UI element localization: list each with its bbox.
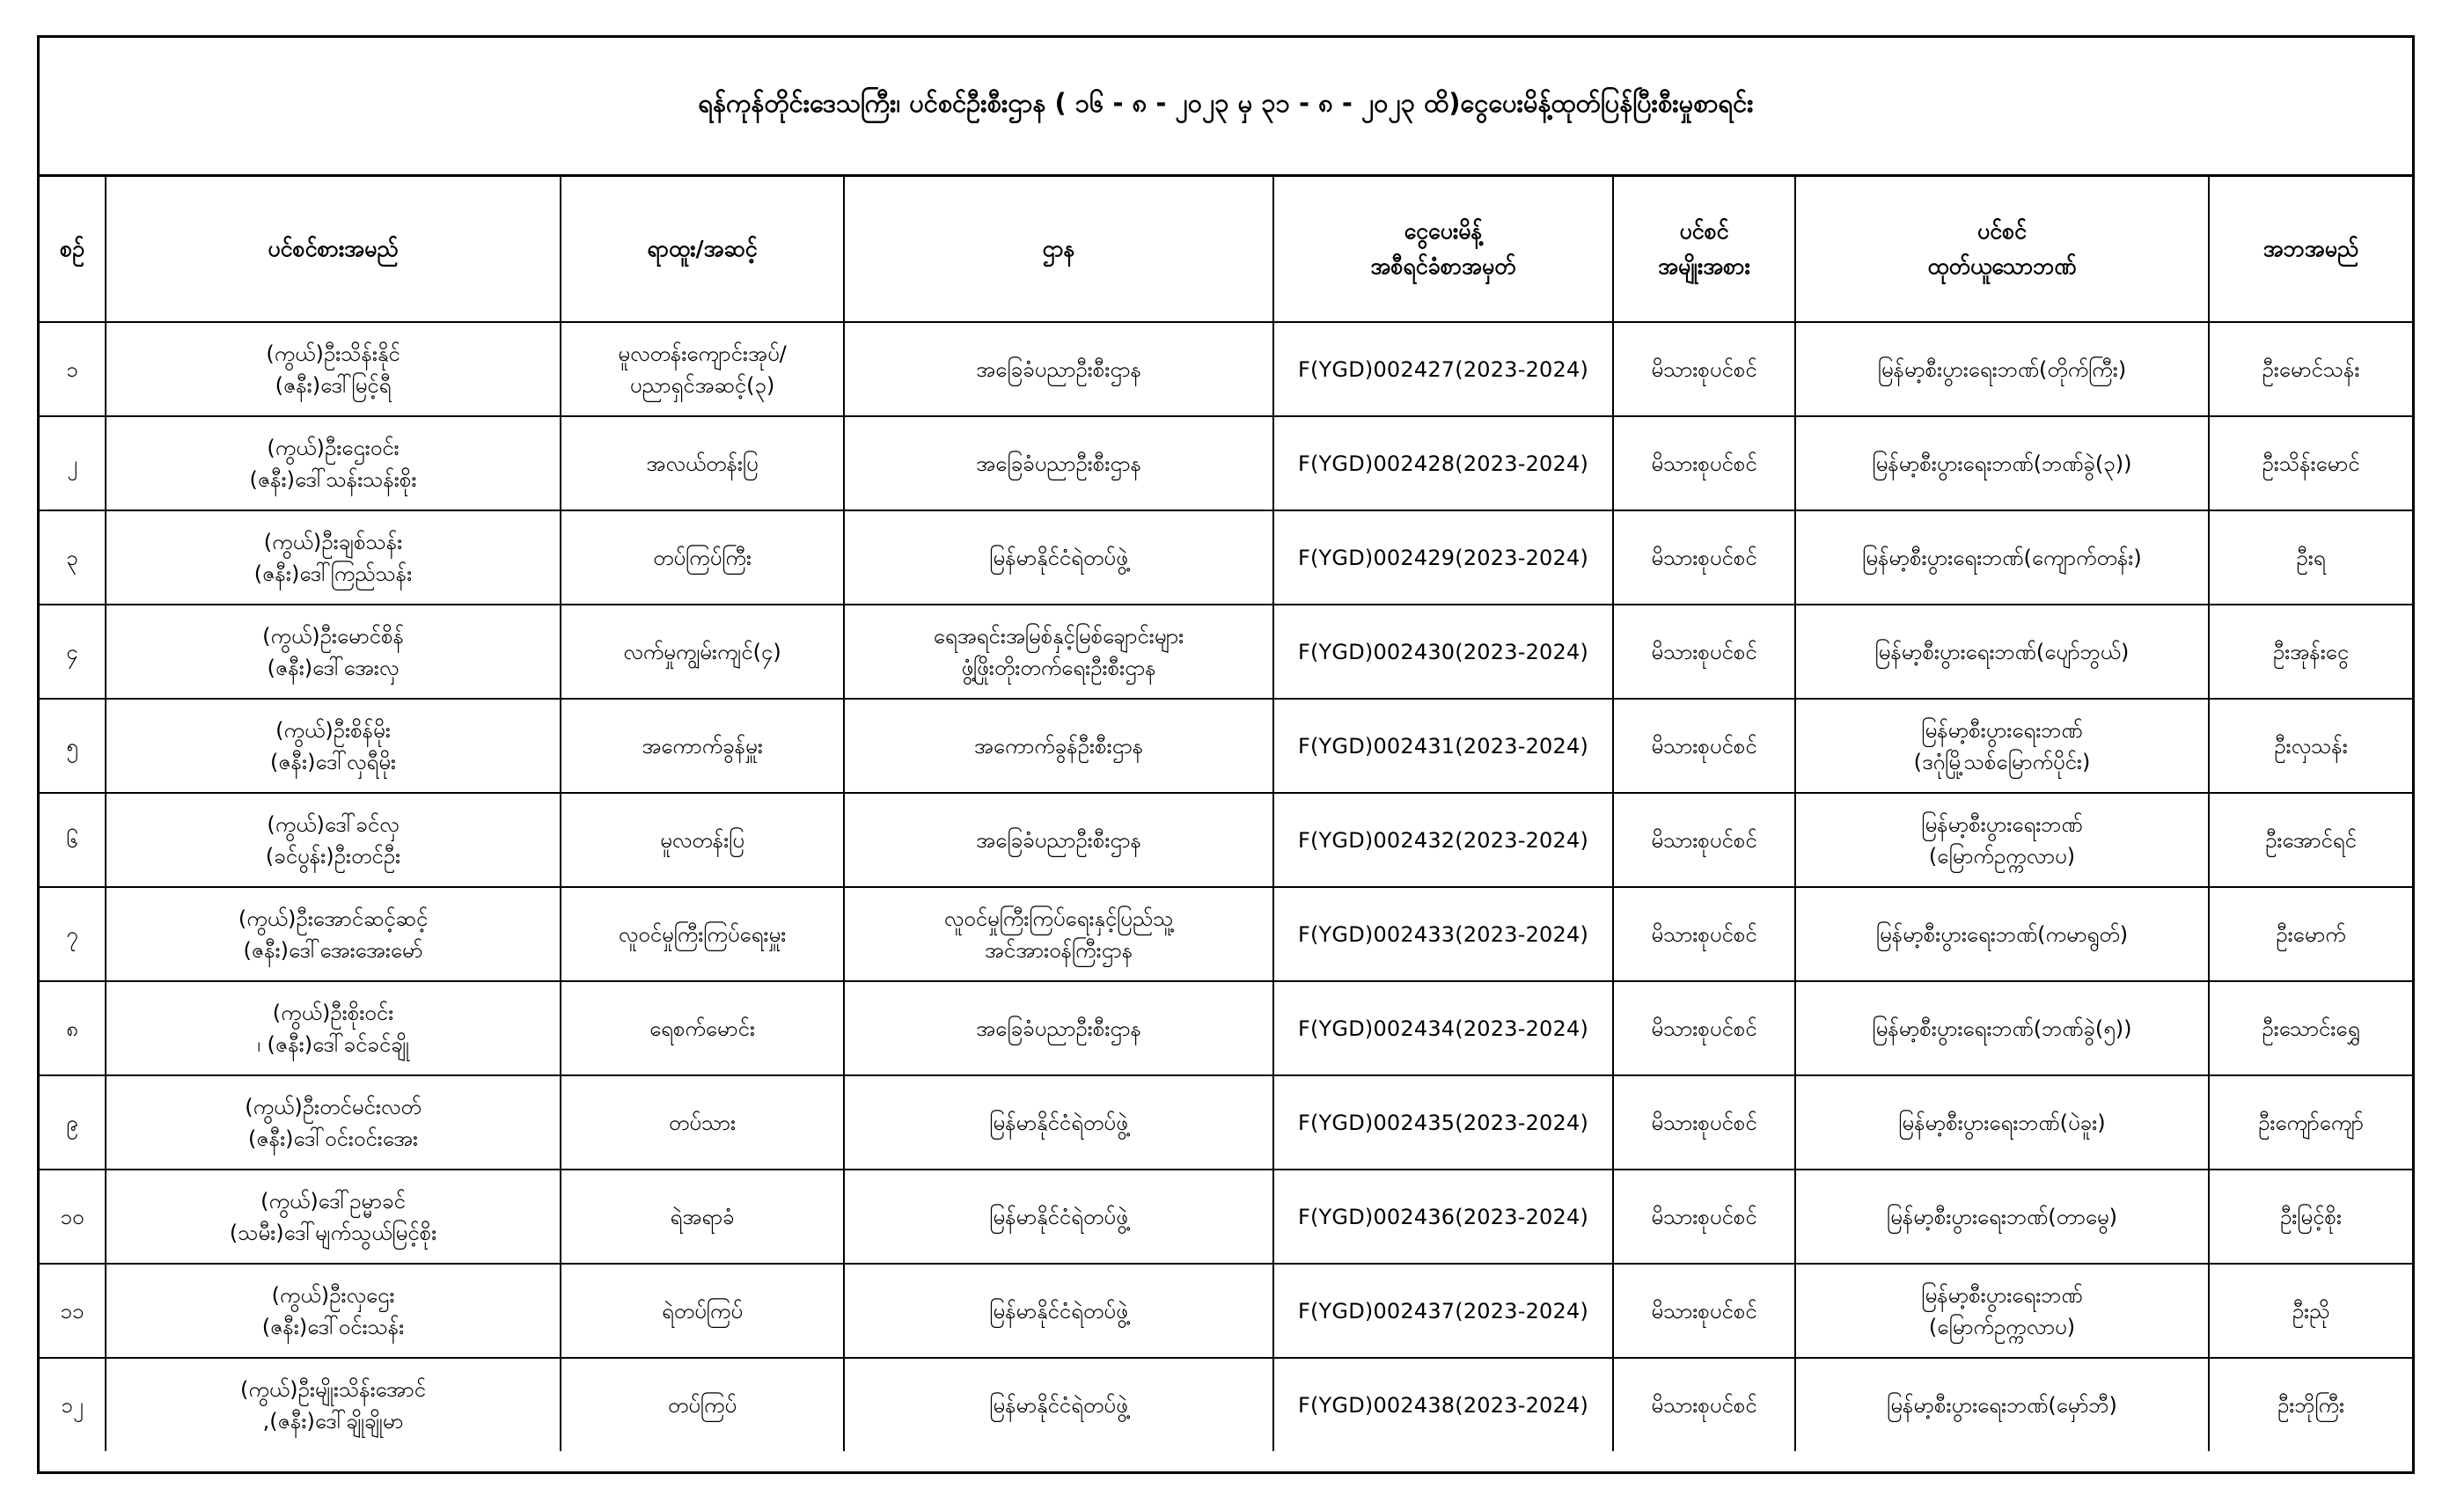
cell-bank-line1: မြန်မာ့စီးပွားရေးဘဏ်(ဘဏ်ခွဲ(၃)) [1872,451,2132,476]
cell-pension-type [1613,1264,1795,1358]
cell-rank [561,1264,844,1358]
cell-department [844,322,1273,416]
cell-pension-type [1613,793,1795,887]
header-father: အဘအမည် [2209,177,2412,322]
cell-no-line1: ၁ [66,356,78,382]
cell-pension-type [1613,887,1795,981]
cell-no [40,793,106,887]
cell-pensioner-name-line2: (ဇနီး)ဒေါ်မြင့်ရီ [275,372,392,398]
cell-bank-line2: (မြောက်ဥက္ကလာပ) [1928,1314,2076,1339]
cell-father-name-line1: ဦးမောက် [2276,921,2346,947]
cell-pensioner-name-line1: (ကွယ်)ဦးမောင်စိန် [262,623,404,649]
table-row [40,605,2412,699]
cell-pension-type [1613,510,1795,605]
cell-permit-number [1273,887,1613,981]
pension-table [40,177,2412,1451]
cell-no-line1: ၅ [66,733,78,759]
cell-permit-number-line1: F(YGD)002429(2023-2024) [1297,545,1589,570]
cell-pension-type [1613,1075,1795,1170]
cell-permit-number [1273,699,1613,793]
cell-pensioner-name-line1: (ကွယ်)ဦးစိန်မိုး [275,717,391,743]
cell-father-name [2209,1170,2412,1264]
cell-department-line1: မြန်မာနိုင်ငံရဲတပ်ဖွဲ့ [989,1298,1128,1324]
cell-pensioner-name [106,981,561,1075]
cell-father-name-line1: ဦးအုန်းငွေ [2272,639,2350,664]
cell-no [40,416,106,510]
table-row [40,1264,2412,1358]
cell-department-line1: မြန်မာနိုင်ငံရဲတပ်ဖွဲ့ [989,545,1128,570]
cell-father-name [2209,416,2412,510]
cell-rank-line1: အလယ်တန်းပြ [646,451,759,476]
table-row [40,1170,2412,1264]
cell-no-line1: ၉ [66,1110,78,1135]
cell-pensioner-name-line1: (ကွယ်)ဒေါ်ဥမ္မာခင် [260,1188,406,1214]
cell-father-name [2209,887,2412,981]
cell-rank-line1: တပ်ကြပ် [667,1392,737,1418]
cell-permit-number [1273,322,1613,416]
cell-pensioner-name-line2: (သမီး)ဒေါ်မျက်သွယ်မြင့်စိုး [229,1220,437,1245]
cell-father-name [2209,1264,2412,1358]
cell-pension-type-line1: မိသားစုပင်စင် [1651,827,1757,853]
cell-no [40,605,106,699]
cell-bank-line1: မြန်မာ့စီးပွားရေးဘဏ် [1921,717,2083,743]
cell-department-line1: အခြေခံပညာဦးစီးဌာန [976,1016,1141,1041]
cell-pension-type-line1: မိသားစုပင်စင် [1651,639,1757,664]
header-permit-line2: အစီရင်ခံစာအမှတ် [1370,253,1516,279]
cell-bank-line1: မြန်မာ့စီးပွားရေးဘဏ်(ကျောက်တန်း) [1862,545,2142,570]
cell-rank [561,416,844,510]
cell-department-line2: ဖွံ့ဖြိုးတိုးတက်ရေးဦးစီးဌာန [961,655,1156,680]
cell-bank-line2: (မြောက်ဥက္ကလာပ) [1928,843,2076,869]
cell-rank [561,510,844,605]
cell-department [844,605,1273,699]
cell-father-name-line1: ဦးမောင်သန်း [2262,356,2360,382]
cell-bank [1795,1358,2209,1451]
cell-pensioner-name-line2: (ဇနီး)ဒေါ်ကြည်သန်း [253,561,413,586]
cell-department-line1: အခြေခံပညာဦးစီးဌာန [976,827,1141,853]
cell-permit-number [1273,1170,1613,1264]
cell-department [844,1264,1273,1358]
cell-permit-number-line1: F(YGD)002436(2023-2024) [1297,1204,1589,1229]
cell-father-name-line1: ဦးလှသန်း [2274,733,2348,759]
cell-pensioner-name-line2: (ဇနီး)ဒေါ်သန်းသန်းစိုး [249,466,417,492]
cell-no-line1: ၆ [66,827,78,853]
cell-rank [561,1075,844,1170]
cell-pensioner-name-line2: ,(ဇနီး)ဒေါ်ချိုချိုမာ [262,1408,404,1434]
cell-bank [1795,1170,2209,1264]
cell-father-name-line1: ဦးရ [2296,545,2326,570]
cell-pensioner-name-line1: (ကွယ်)ဦးမျိုးသိန်းအောင် [240,1376,426,1402]
header-permit [1273,177,1613,322]
header-permit-line1: ငွေပေးမိန့် [1404,218,1483,244]
table-row [40,510,2412,605]
cell-pensioner-name [106,322,561,416]
cell-no-line1: ၁၂ [61,1392,84,1418]
cell-bank-line1: မြန်မာ့စီးပွားရေးဘဏ် [1921,811,2083,837]
cell-pension-type [1613,1170,1795,1264]
cell-department-line1: ရေအရင်းအမြစ်နှင့်မြစ်ချောင်းများ [933,623,1184,649]
cell-pensioner-name-line1: (ကွယ်)ဦးချစ်သန်း [263,529,403,554]
cell-no [40,510,106,605]
cell-pensioner-name [106,605,561,699]
cell-pensioner-name [106,1170,561,1264]
cell-rank-line1: ရေစက်မောင်း [649,1016,755,1041]
cell-pensioner-name-line1: (ကွယ်)ဦးလှဌေး [271,1282,395,1308]
cell-bank-line1: မြန်မာ့စီးပွားရေးဘဏ် [1921,1282,2083,1308]
cell-no [40,887,106,981]
cell-permit-number [1273,1264,1613,1358]
cell-permit-number-line1: F(YGD)002428(2023-2024) [1297,451,1589,476]
cell-father-name [2209,981,2412,1075]
cell-father-name [2209,793,2412,887]
report-title: ရန်ကုန်တိုင်းဒေသကြီး၊ ပင်စင်ဦးစီးဌာန ( ၁၆ - ၈ - ၂၀၂၃ မှ ၃၁ - ၈ - ၂၀၂၃ ထိ)ငွေပေးမိန့်ထုတ်ပြန်ပြီးစီးမှုစာရင်း [40,38,2412,177]
cell-no-line1: ၁၀ [60,1204,84,1229]
cell-permit-number-line1: F(YGD)002438(2023-2024) [1297,1392,1589,1418]
cell-father-name-line1: ဦးမြင့်စိုး [2279,1204,2343,1229]
header-type [1613,177,1795,322]
cell-no [40,699,106,793]
cell-bank-line1: မြန်မာ့စီးပွားရေးဘဏ်(ပဲခူး) [1898,1110,2106,1135]
cell-bank-line2: (ဒဂုံမြို့သစ်မြောက်ပိုင်း) [1913,749,2091,774]
cell-pensioner-name-line1: (ကွယ်)ဒေါ်ခင်လှ [267,811,400,837]
cell-department-line1: မြန်မာနိုင်ငံရဲတပ်ဖွဲ့ [989,1392,1128,1418]
cell-rank [561,1358,844,1451]
cell-pensioner-name-line1: (ကွယ်)ဦးစိုးဝင်း [272,1000,394,1025]
cell-rank-line1: မူလတန်းပြ [660,827,744,853]
cell-pension-type-line1: မိသားစုပင်စင် [1651,451,1757,476]
cell-pensioner-name-line2: ၊ (ဇနီး)ဒေါ်ခင်ခင်ချို [257,1031,409,1057]
cell-permit-number-line1: F(YGD)002433(2023-2024) [1297,921,1589,947]
cell-father-name-line1: ဦးဘိုကြီး [2277,1392,2345,1418]
cell-rank [561,793,844,887]
cell-pension-type-line1: မိသားစုပင်စင် [1651,356,1757,382]
cell-father-name-line1: ဦးသောင်းရွှေ [2262,1016,2360,1041]
cell-no-line1: ၂ [67,451,77,476]
cell-department-line1: မြန်မာနိုင်ငံရဲတပ်ဖွဲ့ [989,1204,1128,1229]
cell-department [844,699,1273,793]
cell-father-name [2209,1358,2412,1451]
cell-no [40,981,106,1075]
cell-no-line1: ၈ [66,1016,78,1041]
cell-no [40,1358,106,1451]
cell-father-name-line1: ဦးသိန်းမောင် [2262,451,2360,476]
cell-pensioner-name-line1: (ကွယ်)ဦးအောင်ဆင့်ဆင့် [238,906,429,931]
cell-rank [561,981,844,1075]
header-bank-line1: ပင်စင် [1976,218,2028,244]
cell-permit-number [1273,981,1613,1075]
cell-permit-number [1273,510,1613,605]
cell-pension-type [1613,605,1795,699]
cell-pension-type-line1: မိသားစုပင်စင် [1651,733,1757,759]
cell-bank [1795,416,2209,510]
cell-bank [1795,510,2209,605]
cell-department [844,793,1273,887]
cell-pensioner-name-line2: (ဇနီး)ဒေါ်အေးလှ [267,655,400,680]
cell-permit-number-line1: F(YGD)002431(2023-2024) [1297,733,1589,759]
cell-permit-number [1273,1358,1613,1451]
cell-permit-number-line1: F(YGD)002427(2023-2024) [1297,356,1589,382]
cell-father-name-line1: ဦးညို [2292,1298,2330,1324]
cell-pension-type [1613,699,1795,793]
cell-pensioner-name [106,793,561,887]
cell-rank-line2: ပညာရှင်အဆင့်(၃) [629,372,775,398]
cell-father-name [2209,1075,2412,1170]
table-row [40,887,2412,981]
cell-no [40,1075,106,1170]
table-row [40,416,2412,510]
cell-pensioner-name-line2: (ဇနီး)ဒေါ်အေးအေးမော် [243,937,423,963]
table-row [40,1075,2412,1170]
table-row [40,981,2412,1075]
cell-permit-number-line1: F(YGD)002437(2023-2024) [1297,1298,1589,1324]
cell-bank-line1: မြန်မာ့စီးပွားရေးဘဏ်(မှော်ဘီ) [1887,1392,2117,1418]
cell-no-line1: ၄ [66,639,78,664]
header-name: ပင်စင်စားအမည် [106,177,561,322]
cell-rank [561,699,844,793]
cell-pensioner-name [106,1075,561,1170]
cell-father-name [2209,699,2412,793]
cell-department [844,887,1273,981]
cell-pension-type-line1: မိသားစုပင်စင် [1651,921,1757,947]
cell-pensioner-name-line2: (ဇနီး)ဒေါ်လှရီမိုး [269,749,397,774]
cell-bank-line1: မြန်မာ့စီးပွားရေးဘဏ်(တာမွေ) [1887,1204,2117,1229]
cell-pension-type-line1: မိသားစုပင်စင် [1651,1204,1757,1229]
table-body [40,322,2412,1451]
cell-bank-line1: မြန်မာ့စီးပွားရေးဘဏ်(ပျော်ဘွယ်) [1874,639,2130,664]
cell-permit-number-line1: F(YGD)002435(2023-2024) [1297,1110,1589,1135]
cell-bank [1795,793,2209,887]
cell-father-name [2209,605,2412,699]
cell-bank [1795,1075,2209,1170]
header-bank-line2: ထုတ်ယူသောဘဏ် [1927,253,2077,279]
cell-pensioner-name [106,510,561,605]
cell-bank [1795,322,2209,416]
cell-no [40,1170,106,1264]
cell-rank-line1: ရဲအရာခံ [670,1204,735,1229]
header-type-line2: အမျိုးအစား [1658,253,1750,279]
cell-rank [561,1170,844,1264]
cell-rank [561,887,844,981]
cell-pensioner-name-line1: (ကွယ်)ဦးဌေးဝင်း [267,435,400,460]
header-dept: ဌာန [844,177,1273,322]
cell-bank [1795,605,2209,699]
cell-pension-type-line1: မိသားစုပင်စင် [1651,1298,1757,1324]
cell-department [844,1358,1273,1451]
cell-department-line1: မြန်မာနိုင်ငံရဲတပ်ဖွဲ့ [989,1110,1128,1135]
cell-permit-number [1273,793,1613,887]
cell-pensioner-name [106,416,561,510]
cell-bank [1795,699,2209,793]
cell-permit-number-line1: F(YGD)002432(2023-2024) [1297,827,1589,853]
cell-bank [1795,887,2209,981]
cell-father-name [2209,510,2412,605]
cell-pensioner-name-line2: (ဇနီး)ဒေါ်ဝင်းသန်း [261,1314,405,1339]
cell-permit-number [1273,416,1613,510]
cell-pension-type-line1: မိသားစုပင်စင် [1651,545,1757,570]
cell-pensioner-name [106,699,561,793]
cell-permit-number [1273,605,1613,699]
cell-department [844,416,1273,510]
table-row [40,1358,2412,1451]
cell-department [844,1075,1273,1170]
cell-pension-type [1613,981,1795,1075]
cell-rank-line1: တပ်ကြပ်ကြီး [653,545,752,570]
cell-rank-line1: လူဝင်မှုကြီးကြပ်ရေးမှူး [618,921,787,947]
pension-report-sheet [37,35,2415,1474]
cell-bank-line1: မြန်မာ့စီးပွားရေးဘဏ်(တိုက်ကြီး) [1877,356,2127,382]
cell-permit-number [1273,1075,1613,1170]
cell-department-line1: အကောက်ခွန်ဦးစီးဌာန [973,733,1144,759]
cell-father-name-line1: ဦးကျော်ကျော် [2258,1110,2364,1135]
header-no: စဉ် [40,177,106,322]
cell-rank [561,322,844,416]
cell-pensioner-name-line2: (ခင်ပွန်း)ဦးတင်ဦး [265,843,401,869]
table-row [40,322,2412,416]
header-bank [1795,177,2209,322]
cell-pensioner-name [106,1358,561,1451]
cell-pension-type [1613,1358,1795,1451]
cell-pension-type [1613,322,1795,416]
cell-department-line1: လူဝင်မှုကြီးကြပ်ရေးနှင့်ပြည်သူ့ [943,906,1174,931]
cell-pension-type-line1: မိသားစုပင်စင် [1651,1110,1757,1135]
cell-no-line1: ၇ [66,921,78,947]
cell-department-line2: အင်အားဝန်ကြီးဌာန [984,937,1133,963]
cell-pensioner-name [106,1264,561,1358]
cell-rank-line1: ရဲတပ်ကြပ် [661,1298,744,1324]
cell-father-name [2209,322,2412,416]
cell-pensioner-name [106,887,561,981]
cell-no [40,1264,106,1358]
cell-no-line1: ၃ [66,545,78,570]
cell-pension-type-line1: မိသားစုပင်စင် [1651,1392,1757,1418]
cell-rank-line1: မူလတန်းကျောင်းအုပ်/ [618,341,787,366]
cell-bank-line1: မြန်မာ့စီးပွားရေးဘဏ်(ဘဏ်ခွဲ(၅)) [1872,1016,2132,1041]
cell-pension-type [1613,416,1795,510]
cell-department [844,510,1273,605]
cell-bank-line1: မြန်မာ့စီးပွားရေးဘဏ်(ကမာရွတ်) [1875,921,2129,947]
cell-bank [1795,1264,2209,1358]
cell-pensioner-name-line1: (ကွယ်)ဦးသိန်းနိုင် [266,341,400,366]
table-row [40,793,2412,887]
cell-department [844,1170,1273,1264]
cell-department [844,981,1273,1075]
cell-pensioner-name-line1: (ကွယ်)ဦးတင်မင်းလတ် [245,1094,422,1119]
cell-rank-line1: လက်မှုကျွမ်းကျင်(၄) [623,639,781,664]
cell-rank-line1: တပ်သား [668,1110,737,1135]
header-row [40,177,2412,322]
cell-permit-number-line1: F(YGD)002434(2023-2024) [1297,1016,1589,1041]
cell-father-name-line1: ဦးအောင်ရင် [2265,827,2357,853]
cell-department-line1: အခြေခံပညာဦးစီးဌာန [976,451,1141,476]
cell-rank-line1: အကောက်ခွန်မှူး [642,733,763,759]
cell-permit-number-line1: F(YGD)002430(2023-2024) [1297,639,1589,664]
cell-no [40,322,106,416]
header-rank: ရာထူး/အဆင့် [561,177,844,322]
cell-bank [1795,981,2209,1075]
cell-no-line1: ၁၁ [60,1298,84,1324]
cell-department-line1: အခြေခံပညာဦးစီးဌာန [976,356,1141,382]
header-type-line1: ပင်စင် [1679,218,1729,244]
cell-rank [561,605,844,699]
cell-pension-type-line1: မိသားစုပင်စင် [1651,1016,1757,1041]
table-row [40,699,2412,793]
cell-pensioner-name-line2: (ဇနီး)ဒေါ်ဝင်းဝင်းအေး [248,1126,418,1151]
